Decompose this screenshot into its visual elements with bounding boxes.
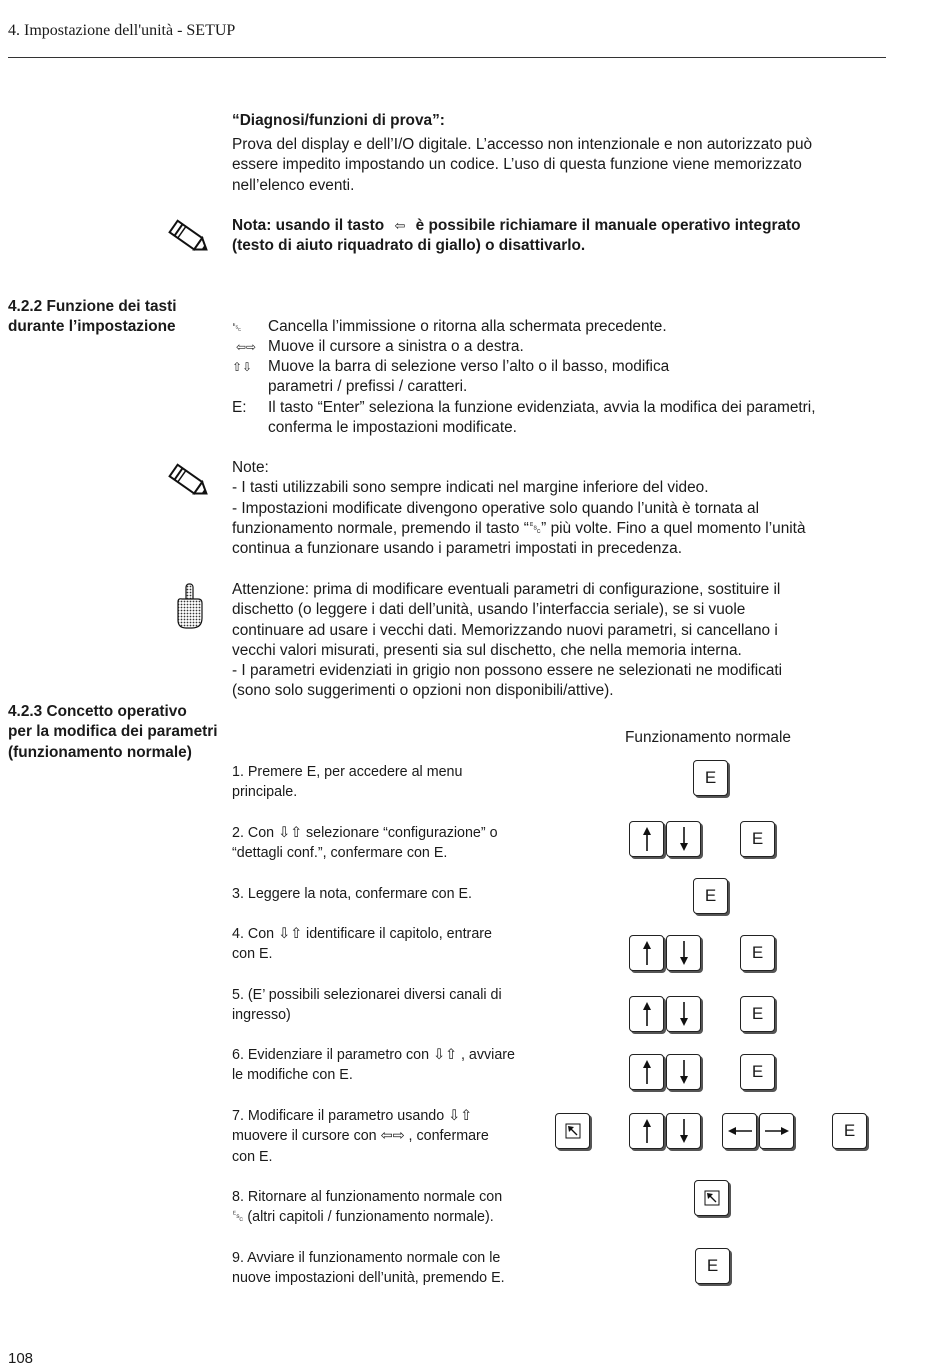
step-line: muovere il cursore con ⇦⇨ , confermare <box>232 1128 489 1145</box>
left-right-arrows-icon: ⇦⇨ <box>236 340 257 354</box>
up-arrow-key <box>629 1113 664 1149</box>
enter-key: E <box>740 821 775 857</box>
up-arrow-icon <box>640 1001 654 1027</box>
key-function-text <box>268 398 888 439</box>
up-arrow-icon <box>640 940 654 966</box>
down-arrow-key <box>666 996 701 1032</box>
up-down-arrows-icon: ⇧⇩ <box>232 360 253 374</box>
step-9 <box>232 1248 542 1289</box>
esc-key <box>694 1180 729 1216</box>
step-1 <box>232 762 542 803</box>
step-line: 6. Evidenziare il parametro con ⇩⇧ , avviare <box>232 1047 516 1063</box>
down-arrow-key <box>666 935 701 971</box>
diagnosi-body <box>232 135 882 196</box>
step-line: ingresso) <box>232 1007 291 1024</box>
step-line: con E. <box>232 946 273 963</box>
step-2 <box>232 823 542 864</box>
esc-key-icon: ␛ <box>232 320 242 334</box>
down-arrow-key <box>666 821 701 857</box>
note-2-line: continua a funzionare usando i parametri impostati in precedenza. <box>232 540 683 558</box>
funzionamento-normale-title: Funzionamento normale <box>625 729 791 746</box>
step-line: nuove impostazioni dell’unità, premendo E. <box>232 1270 505 1287</box>
esc-arrow-icon <box>704 1190 720 1206</box>
left-arrow-icon: ⇦ <box>394 218 406 233</box>
step-line: ␛ (altri capitoli / funzionamento normale). <box>232 1209 494 1226</box>
step-line: 5. (E’ possibili selezionarei diversi canali di <box>232 987 502 1003</box>
down-arrow-icon <box>677 1001 691 1027</box>
pencil-note-icon <box>166 218 214 258</box>
step-line: 4. Con ⇩⇧ identificare il capitolo, entrare <box>232 926 492 942</box>
step-line: 3. Leggere la nota, confermare con E. <box>232 886 473 902</box>
note-2-line: - Impostazioni modificate divengono operative solo quando l’unità è tornata al <box>232 499 760 517</box>
enter-key: E <box>740 1054 775 1090</box>
key-function-text: Cancella l’immissione o ritorna alla schermata precedente. <box>268 318 667 335</box>
enter-key: E <box>693 878 728 914</box>
section-4-2-3-line3: (funzionamento normale) <box>8 743 192 761</box>
page-header-title: 4. Impostazione dell'unità - SETUP <box>8 22 236 39</box>
enter-key: E <box>693 760 728 796</box>
attenzione-line: vecchi valori misurati, presenti sia sul dischetto, che nella memoria interna. <box>232 641 742 659</box>
key-function-enter <box>232 398 882 438</box>
up-arrow-key <box>629 935 664 971</box>
note-2-line: funzionamento normale, premendo il tasto “␛” più volte. Fino a quel momento l’unità <box>232 519 806 537</box>
key-function-text-line2: parametri / prefissi / caratteri. <box>268 378 468 396</box>
step-line: 8. Ritornare al funzionamento normale con <box>232 1189 503 1205</box>
up-arrow-key <box>629 996 664 1032</box>
note-2 <box>232 458 882 559</box>
enter-key: E <box>740 996 775 1032</box>
left-arrow-icon <box>727 1124 753 1138</box>
step-line: le modifiche con E. <box>232 1067 353 1084</box>
section-4-2-2-line1: 4.2.2 Funzione dei tasti <box>8 298 177 315</box>
enter-key-label: E: <box>232 399 247 416</box>
esc-key <box>555 1113 590 1149</box>
diagnosi-line: essere impedito impostando un codice. L’uso di questa funzione viene memorizzato <box>232 156 802 174</box>
down-arrow-icon <box>677 826 691 852</box>
step-3 <box>232 884 542 904</box>
key-function-text-line1: Muove la barra di selezione verso l’alto o il basso, modifica <box>268 358 670 375</box>
up-arrow-icon <box>640 1059 654 1085</box>
key-function-text-line2: conferma le impostazioni modificate. <box>268 419 517 437</box>
esc-arrow-icon <box>565 1123 581 1139</box>
nota-1 <box>232 216 882 257</box>
right-arrow-key <box>759 1113 794 1149</box>
section-4-2-2-line2: durante l’impostazione <box>8 318 176 336</box>
pointing-hand-warning-icon <box>174 582 204 630</box>
enter-key: E <box>832 1113 867 1149</box>
attenzione-paragraph <box>232 580 882 702</box>
section-4-2-3-heading <box>8 702 248 763</box>
nota-1-line2: (testo di aiuto riquadrato di giallo) o disattivarlo. <box>232 237 586 255</box>
up-arrow-icon <box>640 1118 654 1144</box>
header-divider <box>8 57 886 58</box>
enter-key: E <box>695 1248 730 1284</box>
right-arrow-icon <box>764 1124 790 1138</box>
attenzione-line: continuare ad usare i vecchi dati. Memorizzando nuovi parametri, si cancellano i <box>232 621 778 639</box>
nota-1-after: è possibile richiamare il manuale operativo integrato <box>415 217 801 234</box>
key-function-text <box>268 357 888 398</box>
down-arrow-key <box>666 1054 701 1090</box>
down-arrow-icon <box>677 940 691 966</box>
key-function-left-right <box>232 337 882 357</box>
section-4-2-2-heading <box>8 297 248 338</box>
attenzione-line: Attenzione: prima di modificare eventuali parametri di configurazione, sostituire il <box>232 581 781 598</box>
step-line: 7. Modificare il parametro usando ⇩⇧ <box>232 1108 473 1124</box>
step-line: principale. <box>232 784 298 801</box>
step-line: 9. Avviare il funzionamento normale con le <box>232 1250 501 1266</box>
key-function-text-line1: Il tasto “Enter” seleziona la funzione evidenziata, avvia la modifica dei parametri, <box>268 399 816 416</box>
step-6 <box>232 1045 542 1086</box>
down-arrow-icon <box>677 1118 691 1144</box>
enter-key: E <box>740 935 775 971</box>
step-5 <box>232 985 542 1026</box>
down-arrow-key <box>666 1113 701 1149</box>
up-arrow-icon <box>640 826 654 852</box>
step-7 <box>232 1106 542 1167</box>
key-function-esc <box>232 317 882 337</box>
diagnosi-line: nell’elenco eventi. <box>232 176 355 194</box>
step-line: con E. <box>232 1148 273 1165</box>
pencil-note-icon <box>166 462 214 502</box>
note-2-line: - I tasti utilizzabili sono sempre indicati nel margine inferiore del video. <box>232 479 709 497</box>
nota-1-before: Nota: usando il tasto <box>232 217 385 234</box>
page-number: 108 <box>8 1350 34 1367</box>
step-4 <box>232 924 542 965</box>
section-4-2-3-line1: 4.2.3 Concetto operativo <box>8 703 187 720</box>
key-function-up-down <box>232 357 882 397</box>
attenzione-line: - I parametri evidenziati in grigio non possono essere ne selezionati ne modificati <box>232 662 783 680</box>
attenzione-line: dischetto (o leggere i dati dell’unità, usando l’interfaccia seriale), se si vuole <box>232 601 746 619</box>
diagnosi-title: “Diagnosi/funzioni di prova”: <box>232 112 445 129</box>
left-arrow-key <box>722 1113 757 1149</box>
step-line: 1. Premere E, per accedere al menu <box>232 764 463 780</box>
step-8 <box>232 1187 542 1228</box>
down-arrow-icon <box>677 1059 691 1085</box>
attenzione-line: (sono solo suggerimenti o opzioni non disponibili/attive). <box>232 682 614 700</box>
section-4-2-3-line2: per la modifica dei parametri <box>8 723 218 741</box>
diagnosi-line: Prova del display e dell’I/O digitale. L’accesso non intenzionale e non autorizzato può <box>232 136 813 153</box>
note-2-line: Note: <box>232 459 269 476</box>
up-arrow-key <box>629 821 664 857</box>
step-line: “dettagli conf.”, confermare con E. <box>232 845 448 862</box>
step-line: 2. Con ⇩⇧ selezionare “configurazione” o <box>232 825 498 841</box>
up-arrow-key <box>629 1054 664 1090</box>
key-function-text: Muove il cursore a sinistra o a destra. <box>268 338 524 355</box>
